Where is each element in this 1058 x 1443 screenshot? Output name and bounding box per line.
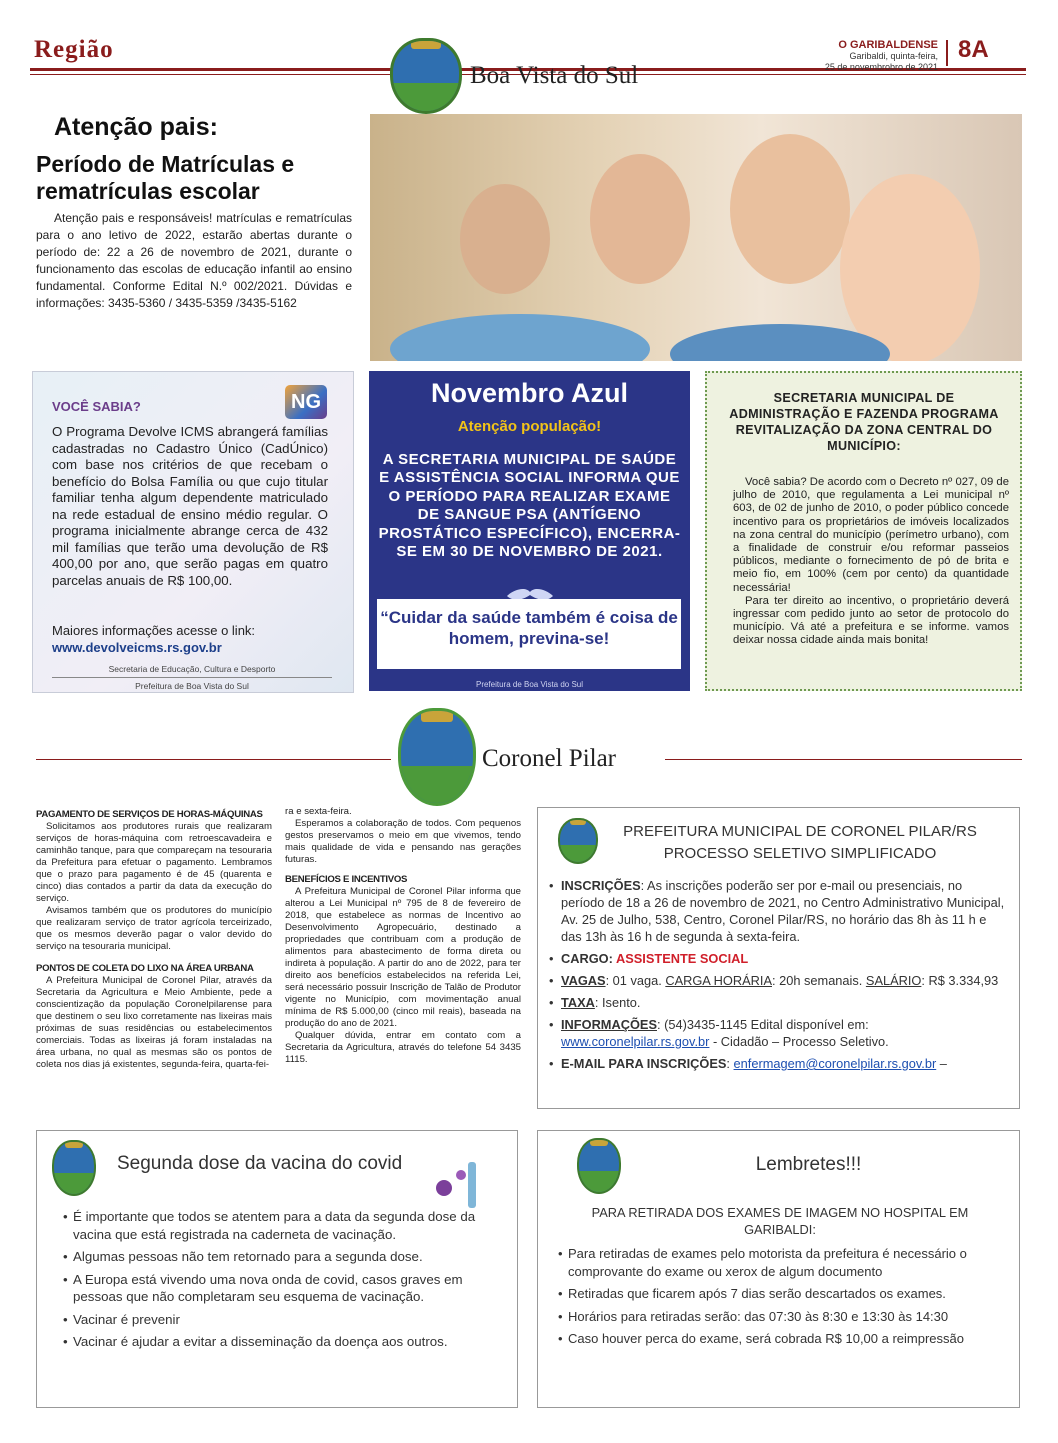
voce-sabia-footer-rule	[52, 677, 332, 678]
novembro-azul-title: Novembro Azul	[430, 378, 628, 408]
email-tail: –	[936, 1056, 947, 1071]
lembretes-list	[558, 1245, 998, 1353]
voce-sabia-footer-secretaria: Secretaria de Educação, Cultura e Desporto	[108, 664, 276, 674]
informacoes-label: INFORMAÇÕES	[561, 1017, 657, 1032]
lembrete-item: • Retiradas que ficarem após 7 dias serão descartados os exames.	[558, 1285, 998, 1303]
article-title: Atenção pais:	[54, 113, 218, 141]
publication-name: O GARIBALDENSE	[838, 39, 938, 51]
cargo-item	[547, 950, 1007, 967]
beneficios-paragraph: A Prefeitura Municipal de Coronel Pilar informa que alterou a Lei Municipal nº 795 de 8 de fevereiro de 2018, que estabelece as normas de Incentivo ao Desenvolvimento Agropecuário, destinado a propriedades que contribuam com a produção de alimentos para abastecimento de forma direta ou indireta à população. A partir do ano de 2022, para ter direito aos benefícios estabelecidos na referida Lei, será necessário possuir Inscrição de Talão de Produtor vigente no Município, com movimentação anual mínima de R$ 5.000,00 (cinco mil reais), baseada na produção do ano de 2021.	[285, 886, 521, 1029]
novembro-azul-quote: “Cuidar da saúde também é coisa de homem, previna-se!	[380, 608, 678, 648]
coronel-pilar-site-link[interactable]: www.coronelpilar.rs.gov.br	[561, 1034, 710, 1049]
town-title-coronel-pilar: Coronel Pilar	[482, 745, 617, 772]
coronel-pilar-crest-icon	[398, 708, 476, 806]
cargo-label: CARGO:	[561, 951, 616, 966]
inscricoes-label: INSCRIÇÕES	[561, 878, 641, 893]
taxa-item	[547, 994, 1007, 1011]
vacina-item: • Vacinar é ajudar a evitar a disseminação da doença aos outros.	[63, 1333, 483, 1351]
voce-sabia-title: VOCÊ SABIA?	[52, 399, 141, 414]
header-divider	[946, 40, 948, 66]
taxa-text: : Isento.	[594, 995, 641, 1010]
vacina-item: • Vacinar é prevenir	[63, 1311, 483, 1329]
vacina-list	[63, 1208, 483, 1356]
processo-seletivo-title	[600, 821, 1000, 865]
section-label: Região	[34, 36, 114, 63]
secretaria-title: SECRETARIA MUNICIPAL DE ADMINISTRAÇÃO E FAZENDA PROGRAMA REVITALIZAÇÃO DA ZONA CENTRAL DO MUNICÍPIO:	[729, 391, 999, 453]
vacina-item: • Algumas pessoas não tem retornado para a segunda dose.	[63, 1248, 483, 1266]
vacina-title: Segunda dose da vacina do covid	[117, 1153, 403, 1174]
horas-maquinas-paragraph-1: Solicitamos aos produtores rurais que realizaram serviços de horas-máquina com retroescavadeira e caminhão tanque, para que compareçam na tesouraria da Prefeitura para efetuar o pagamento. Lembramos que o prazo para pagamento é de 45 (quarenta e cinco) dias contados a partir da data da execução do serviço.	[36, 821, 272, 904]
novembro-azul-footer: Prefeitura de Boa Vista do Sul	[475, 680, 584, 689]
coronel-rule-left	[36, 759, 391, 760]
novembro-azul-body: A SECRETARIA MUNICIPAL DE SAÚDE E ASSISTÊNCIA SOCIAL INFORMA QUE O PERÍODO PARA REALIZAR EXAME DE SANGUE PSA (ANTÍGENO PROSTÁTICO ESPECÍFICO), ENCERRA-SE EM 30 DE NOVEMBRO DE 2021.	[378, 451, 681, 561]
inscricoes-item	[547, 877, 1007, 945]
secretaria-body	[733, 476, 1009, 648]
carga-label: CARGA HORÁRIA	[665, 973, 772, 988]
email-label: E-MAIL PARA INSCRIÇÕES	[561, 1056, 727, 1071]
lembretes-subtitle: PARA RETIRADA DOS EXAMES DE IMAGEM NO HOSPITAL EM GARIBALDI:	[591, 1205, 969, 1237]
lembrete-item: • Horários para retiradas serão: das 07:30 às 8:30 e 13:30 às 14:30	[558, 1308, 998, 1326]
coleta-lixo-heading: PONTOS DE COLETA DO LIXO NA ÁREA URBANA	[36, 963, 254, 974]
page-number: 8A	[958, 36, 989, 63]
vagas-item	[547, 972, 1007, 989]
secretaria-paragraph-1: Você sabia? De acordo com o Decreto nº 027, 09 de julho de 2010, que regulamenta a Lei municipal nº 603, de 02 de junho de 2010, o poder público concede incentivo para os proprietários de imóveis localizados na zona central do município (perímetro urbano), com a finalidade de construir e/ou reformar passeios públicos, mediante o fornecimento de pó de brita e meio fio, em 100% (cem por cento) da quantidade necessária!	[733, 476, 1009, 594]
town-title-boa-vista: Boa Vista do Sul	[470, 62, 639, 89]
voce-sabia-footer-prefeitura: Prefeitura de Boa Vista do Sul	[135, 681, 249, 691]
lembrete-item: • Caso houver perca do exame, será cobrada R$ 10,00 a reimpressão	[558, 1330, 998, 1348]
article-subtitle: Período de Matrículas e rematrículas escolar	[36, 151, 295, 204]
horas-maquinas-paragraph-2: Avisamos também que os produtores do município que realizaram serviço de trator agrícola terceirizado, que os mesmos deverão pagar o valor devido do serviço na tesouraria municipal.	[36, 905, 272, 952]
children-photo	[370, 114, 1022, 361]
taxa-label: TAXA	[561, 995, 595, 1010]
lembrete-item: • Para retiradas de exames pelo motorista da prefeitura é necessário o comprovante do exame ou xerox de algum documento	[558, 1245, 998, 1280]
boa-vista-crest-icon	[390, 38, 462, 114]
informacoes-tail: - Cidadão – Processo Seletivo.	[709, 1034, 889, 1049]
salario-text: : R$ 3.334,93	[921, 973, 999, 988]
coronel-rule-right	[665, 759, 1022, 760]
voce-sabia-more-info: Maiores informações acesse o link:	[52, 623, 256, 638]
vacina-item: • É importante que todos se atentem para a data da segunda dose da vacina que está registrada na caderneta de vacinação.	[63, 1208, 483, 1243]
vagas-text: : 01 vaga.	[605, 973, 666, 988]
date-line-1: Garibaldi, quinta-feira,	[849, 51, 938, 61]
coleta-lixo-paragraph: A Prefeitura Municipal de Coronel Pilar, através da Secretaria da Agricultura e Meio Ambiente, pede a conscientização da população Coronelpilarense para que destinem o seu lixo corretamente nas lixeiras mais próximas de suas residências ou estabelecimentos comerciais. Todas as lixeiras já foram instaladas na área urbana, no qual as mesmas são os pontos de coleta nos dias já existentes, segunda-feira, quarta-fei-	[36, 975, 272, 1070]
cargo-value: ASSISTENTE SOCIAL	[615, 951, 749, 966]
date-line-2: 25 de novembrobro de 2021	[824, 62, 938, 72]
email-separator: :	[726, 1056, 734, 1071]
colaboracao-paragraph: Esperamos a colaboração de todos. Com pequenos gestos preservamos o meio em que vivemos, tendo mais qualidade de vida e pensando nas gerações futuras.	[285, 818, 521, 865]
lembretes-title: Lembretes!!!	[755, 1154, 862, 1175]
coronel-crest-vacina-icon	[52, 1140, 96, 1196]
nota-fiscal-gaucha-logo: NG	[285, 385, 327, 419]
publication-date	[790, 51, 938, 73]
devolve-icms-link[interactable]: www.devolveicms.rs.gov.br	[52, 640, 222, 655]
email-item	[547, 1055, 1007, 1072]
processo-title-line-1: PREFEITURA MUNICIPAL DE CORONEL PILAR/RS	[623, 823, 977, 840]
coleta-lixo-continuation: ra e sexta-feira.	[285, 806, 352, 817]
inscricoes-email-link[interactable]: enfermagem@coronelpilar.rs.gov.br	[733, 1056, 937, 1071]
secretaria-paragraph-2: Para ter direito ao incentivo, o proprietário deverá ingressar com pedido junto ao setor de protocolo do município. Vá até a prefeitura e se informe. vamos deixar nossa cidade ainda mais bonita!	[733, 594, 1009, 647]
salario-label: SALÁRIO	[865, 973, 922, 988]
inscricoes-text: : As inscrições poderão ser por e-mail ou presenciais, no período de 18 a 26 de novembro de 2021, no Centro Administrativo Municipal, Av. 25 de Julho, 538, Centro, Coronel Pilar/RS, no horário das 8h às 11 h e das 13h às 16 h de segunda à sexta-feira.	[561, 878, 1005, 944]
novembro-azul-subtitle: Atenção população!	[457, 418, 602, 435]
vacina-item: • A Europa está vivendo uma nova onda de covid, casos graves em pessoas que não completaram seu esquema de vacinação.	[63, 1271, 483, 1306]
carga-text: : 20h semanais.	[772, 973, 866, 988]
contato-paragraph: Qualquer dúvida, entrar em contato com a Secretaria da Agricultura, através do telefone 54 3435 1115.	[285, 1030, 521, 1065]
informacoes-item	[547, 1016, 1007, 1050]
beneficios-heading: BENEFÍCIOS E INCENTIVOS	[285, 874, 408, 885]
coronel-column-1	[36, 806, 272, 1071]
informacoes-text: : (54)3435-1145 Edital disponível em:	[656, 1017, 869, 1032]
horas-maquinas-heading: PAGAMENTO DE SERVIÇOS DE HORAS-MÁQUINAS	[36, 809, 263, 820]
processo-title-line-2: PROCESSO SELETIVO SIMPLIFICADO	[663, 845, 937, 862]
article-body: Atenção pais e responsáveis! matrículas e rematrículas para o ano letivo de 2022, estarão abertas durante o período de: 22 a 26 de novembro de 2021, durante o funcionamento das escolas de educação infantil ao ensino fundamental. Conforme Edital N.º 002/2021. Dúvidas e informações: 3435-5360 / 3435-5359 /3435-5162	[36, 211, 352, 310]
coronel-column-2	[285, 806, 521, 1066]
processo-seletivo-list	[547, 877, 1007, 1077]
voce-sabia-body: O Programa Devolve ICMS abrangerá famílias cadastradas no Cadastro Único (CadÚnico) com base nos critérios de que recebam o benefício do Bolsa Família ou que cujo titular familiar tenha algum dependente matriculado na rede estadual de ensino médio regular. O programa inicialmente abrange cerca de 432 mil famílias que terão uma devolução de R$ 400,00 por ano, que serão pagas em quatro parcelas anuais de R$ 100,00.	[52, 424, 328, 588]
vagas-label: VAGAS	[561, 973, 606, 988]
coronel-crest-small-icon	[558, 818, 598, 864]
